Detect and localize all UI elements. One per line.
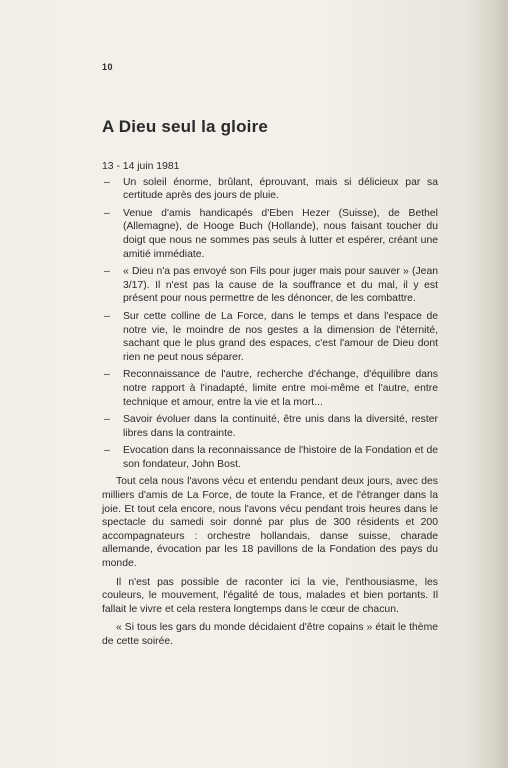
page-number: 10 [102, 62, 114, 72]
body-paragraph: Il n'est pas possible de raconter ici la vie, l'enthousiasme, les couleurs, le mouvement, l'égalité de tous, malades et bien portants. Il fallait le vivre et cela restera longtemps dans le cœur de chacun. [102, 576, 438, 615]
list-item [102, 413, 438, 440]
dash-marker: – [104, 369, 110, 381]
list-item [102, 265, 438, 306]
list-item [102, 444, 438, 471]
dash-marker: – [104, 310, 110, 322]
page-title: A Dieu seul la gloire [102, 117, 269, 136]
list-item-text: Venue d'amis handicapés d'Eben Hezer (Suisse), de Bethel (Allemagne), de Hooge Buch (Hollande), nous faisant toucher du doigt que nous ne sommes pas seuls à lutter et espérer, créant une amitié immédiate. [123, 207, 438, 260]
list-item-text: Un soleil énorme, brûlant, éprouvant, mais si délicieux par sa certitude après des jours de pluie. [123, 176, 438, 202]
list-item [102, 310, 438, 364]
list-item-text: Sur cette colline de La Force, dans le temps et dans l'espace de notre vie, le moindre de nos gestes a la dimension de l'éternité, sachant que le plus grand des espaces, c'est l'amour de Dieu dont rien ne peut nous séparer. [123, 310, 438, 363]
dash-marker: – [104, 176, 110, 188]
dash-marker: – [104, 414, 110, 426]
list-item [102, 207, 438, 261]
body-paragraph: « Si tous les gars du monde décidaient d'être copains » était le thème de cette soirée. [102, 622, 438, 647]
article-body [102, 160, 438, 654]
list-item-text: Evocation dans la reconnaissance de l'histoire de la Fondation et de son fondateur, John Bost. [123, 445, 438, 470]
list-item [102, 176, 438, 203]
list-item-text: « Dieu n'a pas envoyé son Fils pour juger mais pour sauver » (Jean 3/17). Il n'est pas la cause de la souffrance et du mal, il y est présent pour nous permettre de les dénoncer, de les combattre. [123, 266, 438, 305]
list-item-text: Savoir évoluer dans la continuité, être unis dans la diversité, rester libres dans la contrainte. [123, 414, 438, 439]
dash-marker: – [104, 266, 110, 278]
dash-marker: – [104, 445, 110, 457]
bullet-list [102, 176, 438, 472]
list-item-text: Reconnaissance de l'autre, recherche d'échange, d'équilibre dans notre rapport à l'inadapté, limite entre moi-même et l'autre, entre technique et amour, entre la vie et la mort... [123, 369, 438, 408]
list-item [102, 368, 438, 409]
dash-marker: – [104, 207, 110, 219]
event-date: 13 - 14 juin 1981 [102, 161, 180, 172]
body-paragraph: Tout cela nous l'avons vécu et entendu pendant deux jours, avec des milliers d'amis de La Force, de toute la France, et de l'étranger dans la joie. Et tout cela encore, nous l'avons vécu pendant trois heures dans le spectacle du samedi soir donné par plus de 300 résidents et 200 accompagnateurs : orchestre hollandais, danse suisse, charade allemande, évocation par les 18 pavillons de la Fondation des pays du monde. [102, 476, 438, 570]
